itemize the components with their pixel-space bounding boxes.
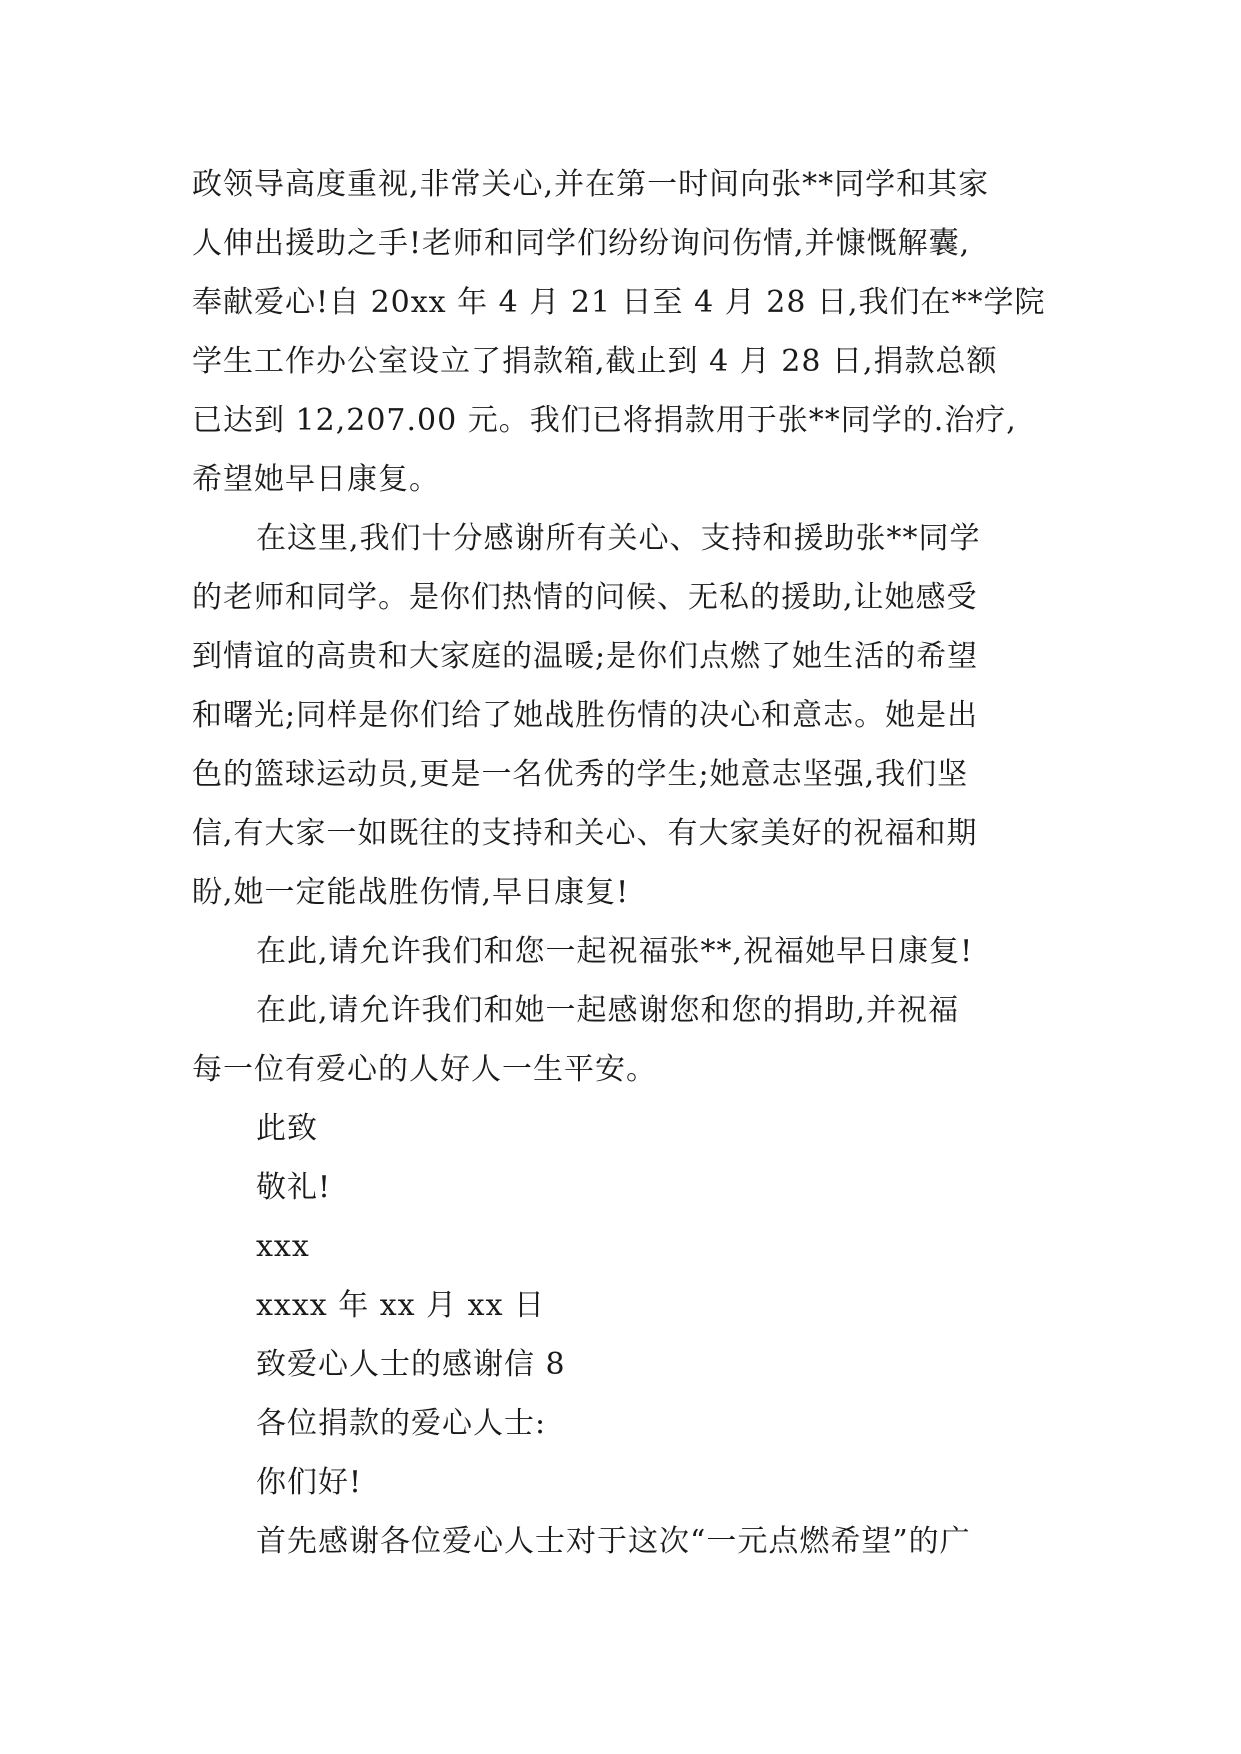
paragraph-1-line-1: 政领导高度重视,非常关心,并在第一时间向张**同学和其家 <box>192 167 990 202</box>
signature: xxx <box>256 1229 310 1264</box>
paragraph-1-line-5: 已达到 12,207.00 元。我们已将捐款用于张**同学的.治疗, <box>192 403 1017 438</box>
paragraph-2-line-4: 和曙光;同样是你们给了她战胜伤情的决心和意志。她是出 <box>192 698 979 733</box>
paragraph-4-line-1: 在此,请允许我们和她一起感谢您和您的捐助,并祝福 <box>256 993 960 1028</box>
next-letter-title: 致爱心人士的感谢信 8 <box>256 1347 566 1382</box>
paragraph-3-line-1: 在此,请允许我们和您一起祝福张**,祝福她早日康复! <box>256 934 974 969</box>
paragraph-2-line-6: 信,有大家一如既往的支持和关心、有大家美好的祝福和期 <box>192 816 978 851</box>
paragraph-2-line-7: 盼,她一定能战胜伤情,早日康复! <box>192 875 630 910</box>
next-letter-hello: 你们好! <box>256 1465 363 1500</box>
paragraph-1-line-2: 人伸出援助之手!老师和同学们纷纷询问伤情,并慷慨解囊, <box>192 226 971 261</box>
paragraph-2-line-5: 色的篮球运动员,更是一名优秀的学生;她意志坚强,我们坚 <box>192 757 969 792</box>
paragraph-1-line-6: 希望她早日康复。 <box>192 462 440 497</box>
paragraph-2-line-2: 的老师和同学。是你们热情的问候、无私的援助,让她感受 <box>192 580 978 615</box>
letter-date: xxxx 年 xx 月 xx 日 <box>256 1288 546 1323</box>
paragraph-1-line-3: 奉献爱心!自 20xx 年 4 月 21 日至 4 月 28 日,我们在**学院 <box>192 285 1046 320</box>
next-letter-first-line: 首先感谢各位爱心人士对于这次“一元点燃希望”的广 <box>256 1524 971 1559</box>
body-text <box>192 155 1054 1571</box>
paragraph-1-line-4: 学生工作办公室设立了捐款箱,截止到 4 月 28 日,捐款总额 <box>192 344 998 379</box>
paragraph-2-line-1: 在这里,我们十分感谢所有关心、支持和援助张**同学 <box>256 521 981 556</box>
closing-salutation: 此致 <box>256 1111 318 1146</box>
next-letter-greeting-to: 各位捐款的爱心人士: <box>256 1406 547 1441</box>
paragraph-2-line-3: 到情谊的高贵和大家庭的温暖;是你们点燃了她生活的希望 <box>192 639 979 674</box>
closing-respect: 敬礼! <box>256 1170 332 1205</box>
paragraph-4-line-2: 每一位有爱心的人好人一生平安。 <box>192 1052 657 1087</box>
